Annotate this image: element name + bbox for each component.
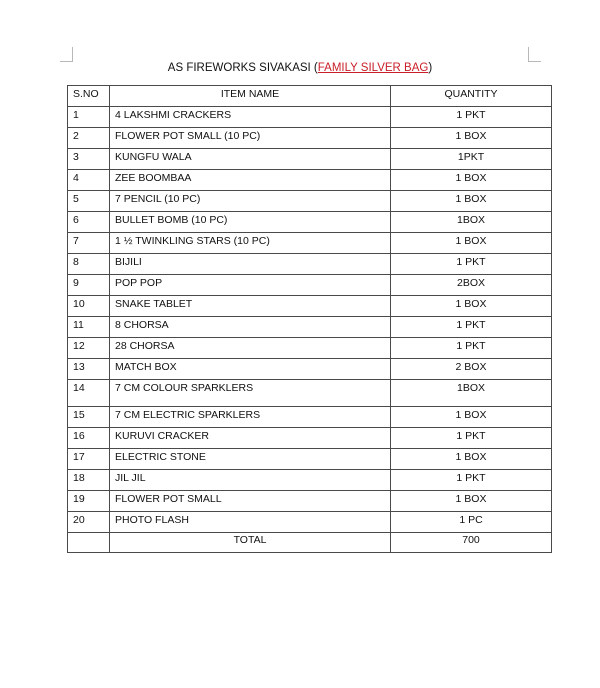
table-row: [68, 191, 552, 212]
cell-item-name: FLOWER POT SMALL: [110, 491, 391, 512]
table-header-row: [68, 86, 552, 107]
table-row: [68, 359, 552, 380]
table-row: [68, 107, 552, 128]
header-item-name: ITEM NAME: [110, 86, 391, 107]
cell-item-name: 7 CM ELECTRIC SPARKLERS: [110, 407, 391, 428]
table-row: [68, 128, 552, 149]
cell-item-name: KURUVI CRACKER: [110, 428, 391, 449]
cell-sno: 18: [68, 470, 110, 491]
cell-sno: 14: [68, 380, 110, 407]
title-prefix: AS FIREWORKS SIVAKASI (: [167, 62, 318, 74]
cell-sno: 13: [68, 359, 110, 380]
cell-quantity: 1 PKT: [391, 254, 552, 275]
table-row: [68, 317, 552, 338]
cell-quantity: 1 PC: [391, 512, 552, 533]
title-brand: FAMILY SILVER BAG: [317, 62, 429, 74]
table-row: [68, 212, 552, 233]
cell-item-name: 1 ½ TWINKLING STARS (10 PC): [110, 233, 391, 254]
cell-quantity: 1BOX: [391, 212, 552, 233]
cell-quantity: 1 PKT: [391, 338, 552, 359]
cell-quantity: 1PKT: [391, 149, 552, 170]
cell-quantity: 1 PKT: [391, 428, 552, 449]
header-sno: S.NO: [68, 86, 110, 107]
cell-sno: 8: [68, 254, 110, 275]
cell-item-name: PHOTO FLASH: [110, 512, 391, 533]
total-empty-cell: [68, 533, 110, 553]
table-row: [68, 407, 552, 428]
cell-item-name: FLOWER POT SMALL (10 PC): [110, 128, 391, 149]
cell-sno: 2: [68, 128, 110, 149]
cell-sno: 5: [68, 191, 110, 212]
cell-quantity: 2 BOX: [391, 359, 552, 380]
table-row: [68, 491, 552, 512]
table-row: [68, 449, 552, 470]
cell-item-name: BULLET BOMB (10 PC): [110, 212, 391, 233]
title-suffix: ): [428, 62, 433, 74]
cell-quantity: 1 BOX: [391, 296, 552, 317]
cell-item-name: ELECTRIC STONE: [110, 449, 391, 470]
cell-item-name: KUNGFU WALA: [110, 149, 391, 170]
cell-item-name: 4 LAKSHMI CRACKERS: [110, 107, 391, 128]
cell-item-name: POP POP: [110, 275, 391, 296]
total-label: TOTAL: [110, 533, 391, 553]
cell-quantity: 1 PKT: [391, 470, 552, 491]
cell-item-name: MATCH BOX: [110, 359, 391, 380]
total-row: [68, 533, 552, 553]
cell-sno: 4: [68, 170, 110, 191]
table-row: [68, 149, 552, 170]
header-quantity: QUANTITY: [391, 86, 552, 107]
cell-sno: 16: [68, 428, 110, 449]
table-row: [68, 338, 552, 359]
cell-sno: 1: [68, 107, 110, 128]
table-row: [68, 233, 552, 254]
cell-quantity: 1 BOX: [391, 449, 552, 470]
cell-item-name: BIJILI: [110, 254, 391, 275]
cell-quantity: 1 BOX: [391, 128, 552, 149]
cell-quantity: 1 BOX: [391, 233, 552, 254]
cell-sno: 17: [68, 449, 110, 470]
document-title: [0, 60, 600, 76]
items-table: [67, 85, 552, 553]
cell-sno: 3: [68, 149, 110, 170]
table-row: [68, 170, 552, 191]
cell-quantity: 1 BOX: [391, 491, 552, 512]
cell-item-name: 28 CHORSA: [110, 338, 391, 359]
cell-sno: 10: [68, 296, 110, 317]
table-row: [68, 296, 552, 317]
cell-sno: 9: [68, 275, 110, 296]
cell-sno: 11: [68, 317, 110, 338]
cell-quantity: 1 BOX: [391, 407, 552, 428]
cell-quantity: 1 PKT: [391, 107, 552, 128]
table-row: [68, 254, 552, 275]
cell-quantity: 2BOX: [391, 275, 552, 296]
cell-item-name: SNAKE TABLET: [110, 296, 391, 317]
cell-item-name: 7 CM COLOUR SPARKLERS: [110, 380, 391, 407]
cell-quantity: 1 BOX: [391, 170, 552, 191]
table-row: [68, 470, 552, 491]
cell-quantity: 1BOX: [391, 380, 552, 407]
cell-quantity: 1 BOX: [391, 191, 552, 212]
cell-sno: 19: [68, 491, 110, 512]
cell-item-name: JIL JIL: [110, 470, 391, 491]
table-row: [68, 380, 552, 407]
table-row: [68, 512, 552, 533]
table-row: [68, 428, 552, 449]
cell-item-name: ZEE BOOMBAA: [110, 170, 391, 191]
cell-sno: 6: [68, 212, 110, 233]
cell-sno: 12: [68, 338, 110, 359]
total-value: 700: [391, 533, 552, 553]
cell-sno: 7: [68, 233, 110, 254]
cell-sno: 15: [68, 407, 110, 428]
cell-item-name: 7 PENCIL (10 PC): [110, 191, 391, 212]
table-row: [68, 275, 552, 296]
cell-quantity: 1 PKT: [391, 317, 552, 338]
cell-sno: 20: [68, 512, 110, 533]
cell-item-name: 8 CHORSA: [110, 317, 391, 338]
